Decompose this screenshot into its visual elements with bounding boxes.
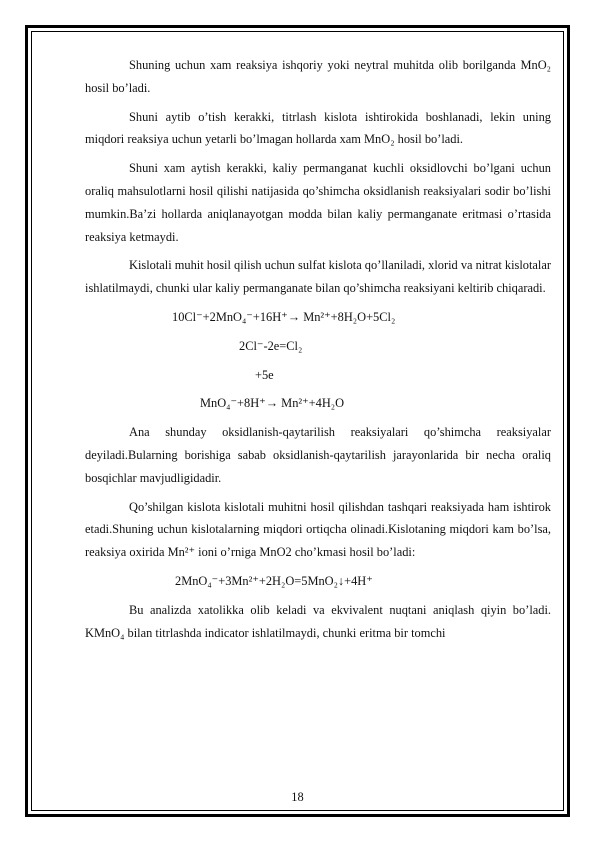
equation-4: MnO₄⁻+8H⁺→ Mn²⁺+4H₂O <box>200 396 345 411</box>
page-number: 18 <box>291 790 304 804</box>
equation-3: +5e <box>255 367 274 382</box>
paragraph-1: Shuning uchun xam reaksiya ishqoriy yoki neytral muhitda olib borilganda MnO₂ hosil bo’ladi. <box>85 58 551 95</box>
paragraph-6: Qo’shilgan kislota kislotali muhitni hosil qilishdan tashqari reaksiyada ham ishtirok etadi.Shuning uchun kislotalarning miqdori ortiqcha olinadi.Kislotaning miqdori kam bo’lsa, reaksiya oxirida Mn²⁺ ioni o’rniga MnO2 cho’kmasi hosil bo’ladi: <box>85 499 551 560</box>
document-body <box>85 54 551 650</box>
paragraph-7: Bu analizda xatolikka olib keladi va ekvivalent nuqtani aniqlash qiyin bo’ladi. KMnO₄ bilan titrlashda indicator ishlatilmaydi, chunki eritma bir tomchi <box>85 602 551 640</box>
equation-1: 10Cl⁻+2MnO₄⁻+16H⁺→ Mn²⁺+8H₂O+5Cl₂ <box>172 309 396 324</box>
equation-5: 2MnO₄⁻+3Mn²⁺+2H₂O=5MnO₂↓+4H⁺ <box>175 573 373 588</box>
paragraph-2: Shuni aytib o’tish kerakki, titrlash kislota ishtirokida boshlanadi, lekin uning miqdori reaksiya uchun yetarli bo’lmagan hollarda xam MnO₂ hosil bo’ladi. <box>85 109 551 147</box>
equation-2: 2Cl⁻-2e=Cl₂ <box>239 338 303 353</box>
paragraph-3: Shuni xam aytish kerakki, kaliy permanganat kuchli oksidlovchi bo’lgani uchun oraliq mahsulotlarni hosil qilishi natijasida qo’shimcha oksidlanish reaksiyalari sodir bo’lishi mumkin.Ba’zi hollarda aniqlanayotgan modda bilan kaliy permanganate eritmasi o’rtasida reaksiya ketmaydi. <box>85 161 551 244</box>
paragraph-5: Ana shunday oksidlanish-qaytarilish reaksiyalari qo’shimcha reaksiyalar deyiladi.Bularning borishiga sabab oksidlanish-qaytarilish jarayonlarida bir necha oraliq bosqichlar mavjudligidadir. <box>85 425 551 485</box>
paragraph-4: Kislotali muhit hosil qilish uchun sulfat kislota qo’llaniladi, xlorid va nitrat kislotalar ishlatilmaydi, chunki ular kaliy permanganate bilan qo’shimcha reaksiyani keltirib chiqaradi. <box>85 258 551 296</box>
